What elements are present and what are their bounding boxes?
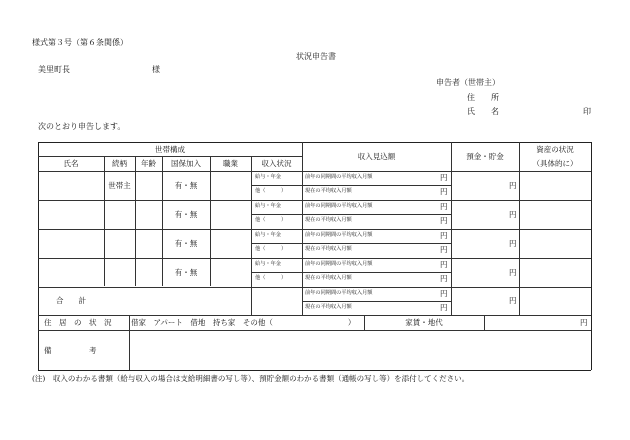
income-other-option[interactable]: 他（ ） xyxy=(255,188,287,194)
prev-year-avg-label: 前年の同期間の平均収入月額 xyxy=(305,290,373,296)
income-salary-option[interactable]: 給与・年金 xyxy=(255,261,281,267)
col-assets-subheader: （具体的に） xyxy=(532,159,578,168)
col-divider-insurance xyxy=(210,156,211,286)
yen-unit: 円 xyxy=(440,245,448,254)
yen-unit: 円 xyxy=(509,239,517,248)
subrow-divider xyxy=(302,301,451,302)
address-label: 住 所 xyxy=(467,93,499,102)
income-other-option[interactable]: 他（ ） xyxy=(255,246,287,252)
col-divider-relation xyxy=(135,156,136,286)
yen-unit: 円 xyxy=(509,181,517,190)
residence-label: 住 居 の 状 況 xyxy=(44,318,112,327)
table-border-left xyxy=(38,142,39,370)
subrow-divider xyxy=(251,272,451,273)
row-divider-5 xyxy=(38,315,591,316)
row-divider-4 xyxy=(38,287,591,288)
table-border-bottom xyxy=(38,370,591,371)
col-divider-name xyxy=(104,156,105,286)
row-divider-1 xyxy=(38,200,591,201)
form-number: 様式第３号（第６条関係） xyxy=(32,38,128,47)
col-age-header: 年齢 xyxy=(141,159,156,168)
intro-text: 次のとおり申告します。 xyxy=(38,122,126,131)
insurance-yes-no[interactable]: 有・無 xyxy=(174,268,198,277)
income-salary-option[interactable]: 給与・年金 xyxy=(255,232,281,238)
insurance-yes-no[interactable]: 有・無 xyxy=(174,210,198,219)
yen-unit: 円 xyxy=(440,173,448,182)
current-avg-label: 現在の平均収入月額 xyxy=(305,275,352,281)
col-divider-job xyxy=(251,156,252,315)
head-relation: 世帯主 xyxy=(108,181,131,190)
yen-unit: 円 xyxy=(509,296,517,305)
col-job-header: 職業 xyxy=(223,159,238,168)
row-divider-2 xyxy=(38,229,591,230)
header-bottom xyxy=(38,171,591,172)
col-savings-header: 預金・貯金 xyxy=(466,152,504,161)
page-title: 状況申告書 xyxy=(296,52,336,61)
col-divider-savings xyxy=(519,142,520,315)
col-insurance-header: 国保加入 xyxy=(171,159,201,168)
declarant-label: 申告者（世帯主） xyxy=(436,78,500,87)
income-other-option[interactable]: 他（ ） xyxy=(255,217,287,223)
prev-year-avg-label: 前年の同期間の平均収入月額 xyxy=(305,174,373,180)
remarks-label: 備 考 xyxy=(44,346,97,355)
income-salary-option[interactable]: 給与・年金 xyxy=(255,174,281,180)
current-avg-label: 現在の平均収入月額 xyxy=(305,246,352,252)
seal-mark: 印 xyxy=(583,107,591,116)
subrow-divider xyxy=(251,185,451,186)
prev-year-avg-label: 前年の同期間の平均収入月額 xyxy=(305,232,373,238)
col-divider-status xyxy=(302,142,303,315)
row-divider-3 xyxy=(38,258,591,259)
col-divider-age xyxy=(162,156,163,286)
current-avg-label: 現在の平均収入月額 xyxy=(305,188,352,194)
insurance-yes-no[interactable]: 有・無 xyxy=(174,239,198,248)
yen-unit: 円 xyxy=(440,231,448,240)
household-composition-header: 世帯構成 xyxy=(155,145,185,154)
col-name-header: 氏名 xyxy=(63,159,79,168)
subrow-divider xyxy=(251,243,451,244)
rent-label: 家賃・地代 xyxy=(405,318,443,327)
addressee: 美里町長 xyxy=(38,65,70,74)
remarks-field[interactable] xyxy=(130,331,590,369)
header-divider xyxy=(38,156,302,157)
col-income-status-header: 収入状況 xyxy=(261,159,292,168)
income-other-option[interactable]: 他（ ） xyxy=(255,275,287,281)
footnote: (注) 収入のわかる書類（給与収入の場合は支給明細書の写し等）、預貯金額のわかる書類（通帳の写し等）を添付してください。 xyxy=(32,374,470,383)
prev-year-avg-label: 前年の同期間の平均収入月額 xyxy=(305,203,373,209)
yen-unit: 円 xyxy=(509,268,517,277)
income-salary-option[interactable]: 給与・年金 xyxy=(255,203,281,209)
yen-unit: 円 xyxy=(440,216,448,225)
total-label: 合 計 xyxy=(56,296,86,305)
col-expected-income-header: 収入見込額 xyxy=(357,152,396,161)
yen-unit: 円 xyxy=(440,260,448,269)
yen-unit: 円 xyxy=(440,274,448,283)
col-relation-header: 続柄 xyxy=(112,159,127,168)
yen-unit: 円 xyxy=(580,318,588,327)
subrow-divider xyxy=(251,214,451,215)
current-avg-label: 現在の平均収入月額 xyxy=(305,304,352,310)
prev-year-avg-label: 前年の同期間の平均収入月額 xyxy=(305,261,373,267)
name-label: 氏 名 xyxy=(467,107,499,116)
insurance-yes-no[interactable]: 有・無 xyxy=(174,181,198,190)
residence-options[interactable]: 借家 アパート 借地 持ち家 その他（ ） xyxy=(131,318,356,327)
table-border-top xyxy=(38,142,591,143)
current-avg-label: 現在の平均収入月額 xyxy=(305,217,352,223)
yen-unit: 円 xyxy=(509,210,517,219)
col-assets-header: 資産の状況 xyxy=(536,145,574,154)
yen-unit: 円 xyxy=(440,303,448,312)
yen-unit: 円 xyxy=(440,187,448,196)
addressee-honorific: 様 xyxy=(152,65,160,74)
table-border-right xyxy=(591,142,592,370)
yen-unit: 円 xyxy=(440,289,448,298)
yen-unit: 円 xyxy=(440,202,448,211)
rent-label-divider xyxy=(484,315,485,330)
col-divider-income xyxy=(451,142,452,315)
